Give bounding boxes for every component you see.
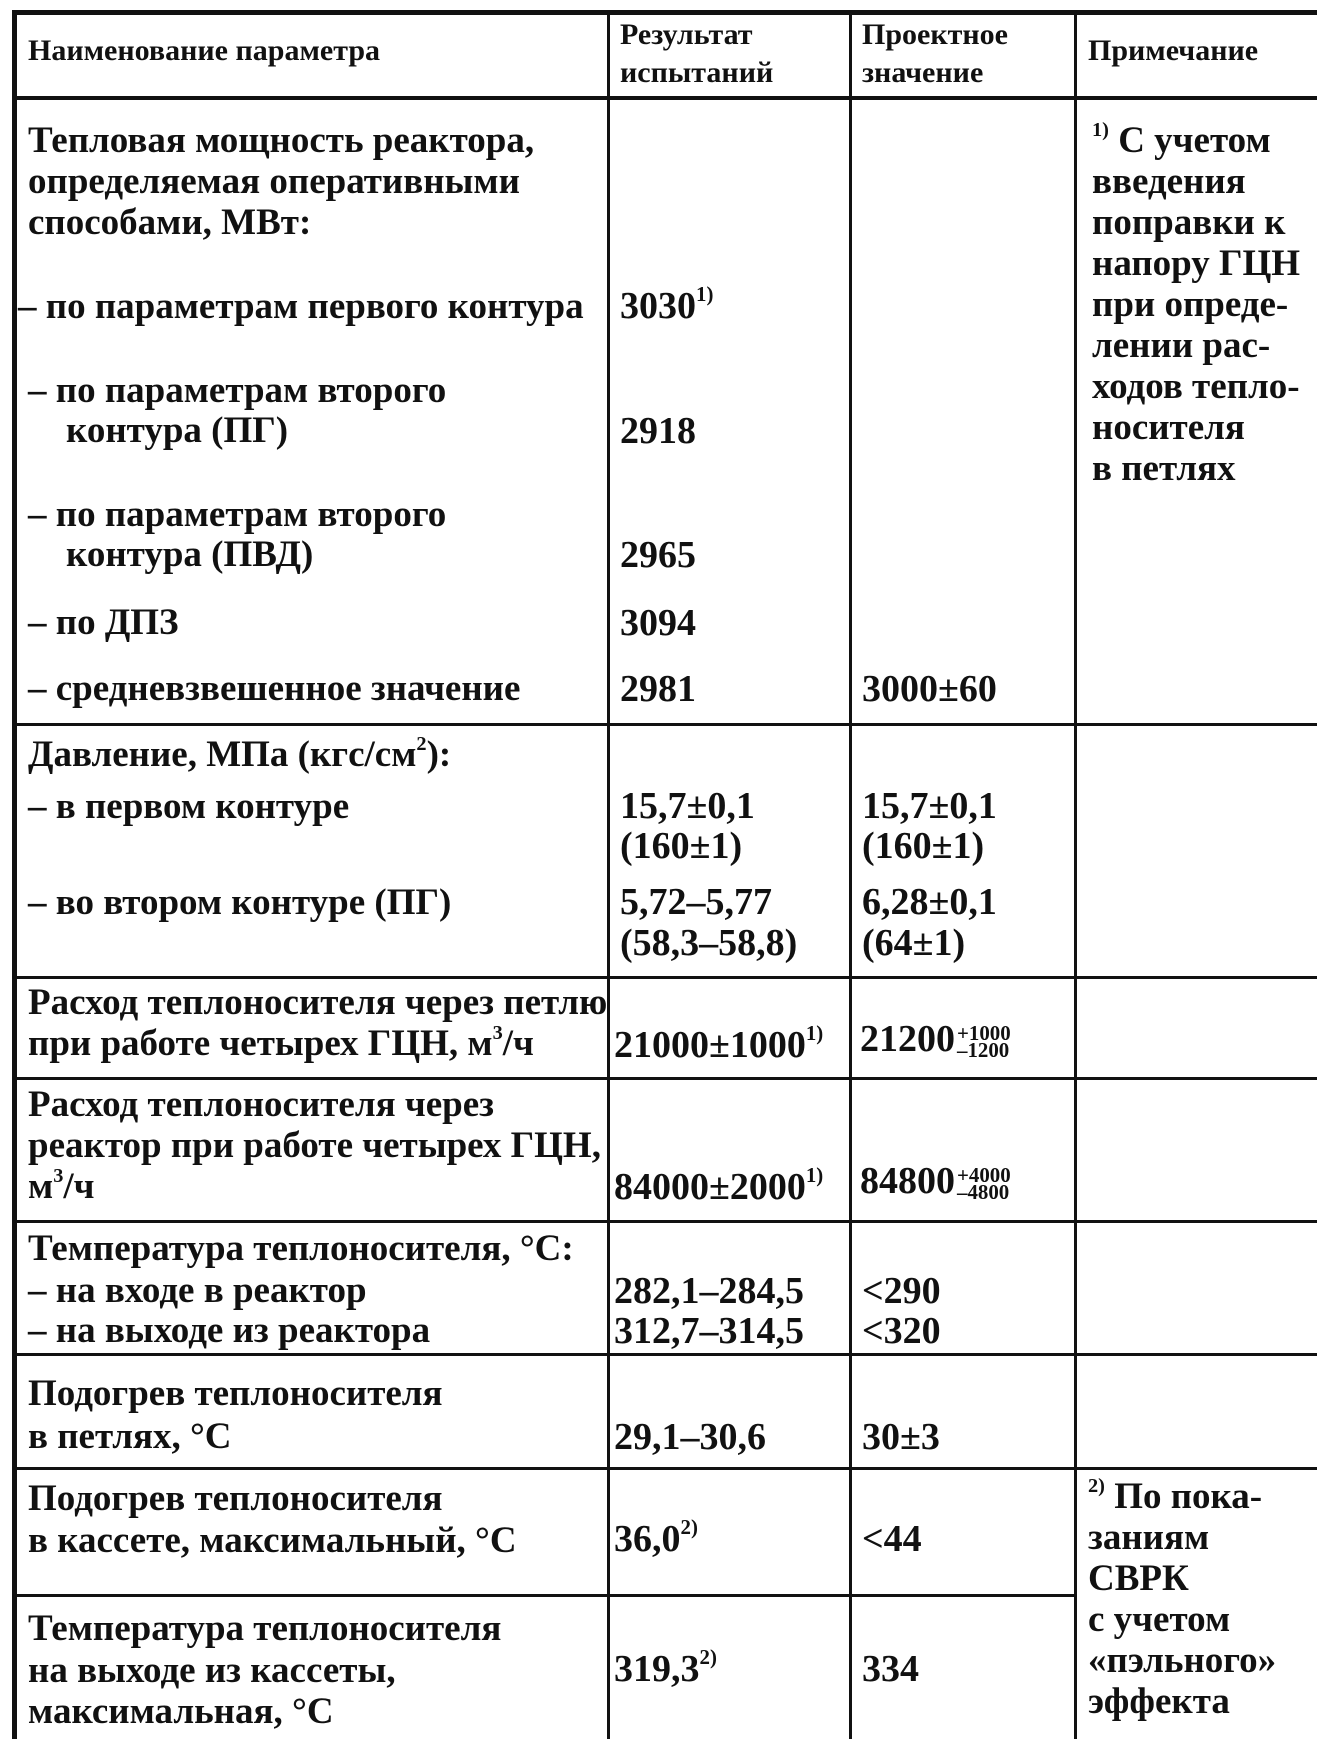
reactor-flow-result: $84000\pm 2000^{1)}$ — [614, 1163, 824, 1208]
temperature-outlet-label: – на выходе из реактора — [28, 1310, 431, 1351]
pressure-secondary-result-line1: 5,72–5,77 — [620, 881, 772, 923]
header-result-line1: Результат — [620, 18, 753, 51]
loop-flow-label-line1: Расход теплоносителя через петлю — [28, 982, 608, 1023]
reactor-flow-tol-minus: –4800 — [957, 1180, 1010, 1205]
note2-line6: эффекта — [1088, 1681, 1230, 1722]
note1-line2: введения — [1092, 161, 1246, 202]
power-title-line3: способами, МВт: — [28, 202, 312, 243]
temperature-outlet-result: 312,7–314,5 — [614, 1310, 804, 1352]
note1-line4: напору ГЦН — [1092, 243, 1301, 284]
border-top — [14, 10, 1317, 15]
loop-flow-label-line2: при работе четырех ГЦН, $м^3/ч$ — [28, 1021, 534, 1064]
row-divider-reactor-flow — [14, 1220, 1317, 1223]
note2-line5: «пэльного» — [1088, 1640, 1277, 1681]
row-divider-pressure — [14, 976, 1317, 979]
row-divider-temperature — [14, 1353, 1317, 1356]
reactor-flow-label-line2: реактор при работе четырех ГЦН, — [28, 1125, 601, 1166]
row-divider-power — [14, 723, 1317, 726]
loop-heat-label-line1: Подогрев теплоносителя — [28, 1373, 443, 1414]
row-divider-header — [14, 96, 1317, 100]
pressure-secondary-design-line2: (64±1) — [862, 922, 966, 964]
note2-line2: заниям — [1088, 1517, 1210, 1558]
reactor-flow-label-line3: $м^3/ч$ — [28, 1164, 95, 1207]
border-left — [12, 10, 17, 1739]
fa-heat-label-line2: в кассете, максимальный, °С — [28, 1520, 517, 1561]
header-param: Наименование параметра — [28, 34, 381, 67]
header-design-line2: значение — [862, 56, 984, 89]
note2-line4: с учетом — [1088, 1599, 1231, 1640]
note1-mark: 1) — [1092, 118, 1109, 141]
temperature-inlet-result: 282,1–284,5 — [614, 1270, 804, 1312]
pressure-secondary-design-line1: 6,28±0,1 — [862, 881, 997, 923]
col-divider-3 — [1074, 10, 1077, 1739]
loop-heat-design: 30±3 — [862, 1416, 940, 1458]
pressure-primary-result-line1: 15,7±0,1 — [620, 785, 755, 827]
power-hph-label-line2: контура (ПВД) — [66, 534, 314, 575]
note2-line1: $^{2)}$ По пока- — [1088, 1474, 1263, 1517]
row-divider-loop-heat — [14, 1467, 1317, 1470]
fa-temp-label-line1: Температура теплоносителя — [28, 1608, 502, 1649]
loop-heat-result: 29,1–30,6 — [614, 1416, 766, 1458]
header-design-line1: Проектное — [862, 18, 1008, 51]
pressure-secondary-result-line2: (58,3–58,8) — [620, 922, 798, 964]
loop-flow-design: 21200 +1000 –1200 — [860, 1018, 1011, 1063]
note1-line9: в петлях — [1092, 448, 1236, 489]
reactor-flow-design: 84800 +4000 –4800 — [860, 1160, 1011, 1205]
pressure-primary-result-line2: (160±1) — [620, 825, 743, 867]
pressure-secondary-label: – во втором контуре (ПГ) — [28, 882, 452, 923]
col-divider-2 — [849, 10, 852, 1739]
pressure-title: Давление, МПа $(кгс/см^2)$: — [28, 732, 452, 775]
row-divider-loop-flow — [14, 1077, 1317, 1080]
reactor-flow-label-line1: Расход теплоносителя через — [28, 1084, 495, 1125]
temperature-title: Температура теплоносителя, °С: — [28, 1228, 574, 1269]
note1-line6: лении рас- — [1092, 325, 1271, 366]
pressure-primary-design-line2: (160±1) — [862, 825, 985, 867]
power-avg-design: 3000±60 — [862, 668, 997, 710]
loop-flow-tol-minus: –1200 — [957, 1038, 1010, 1063]
power-avg-label: – средневзвешенное значение — [28, 668, 521, 709]
pressure-primary-label: – в первом контуре — [28, 786, 350, 827]
note1-line3: поправки к — [1092, 202, 1286, 243]
temperature-inlet-design: <290 — [862, 1270, 941, 1312]
power-title-line2: определяемая оперативными — [28, 161, 520, 202]
note1-line1: $^{1)}$ С учетом — [1092, 118, 1271, 161]
fa-heat-label-line1: Подогрев теплоносителя — [28, 1478, 443, 1519]
power-dpz-label: – по ДПЗ — [28, 602, 179, 643]
note1-line7: ходов тепло- — [1092, 366, 1300, 407]
fa-heat-design: <44 — [862, 1518, 922, 1560]
fa-temp-design: 334 — [862, 1648, 919, 1690]
temperature-inlet-label: – на входе в реактор — [28, 1270, 367, 1311]
power-hph-label-line1: – по параметрам второго — [28, 494, 447, 535]
power-title-line1: Тепловая мощность реактора, — [28, 120, 535, 161]
col-divider-1 — [607, 10, 610, 1739]
header-note: Примечание — [1088, 34, 1259, 67]
fa-temp-result: 319,3$^{2)}$ — [614, 1645, 717, 1690]
temperature-outlet-design: <320 — [862, 1310, 941, 1352]
power-avg-result: 2981 — [620, 668, 696, 710]
fa-temp-label-line2: на выходе из кассеты, — [28, 1650, 396, 1691]
loop-flow-tol-plus: +1000 — [957, 1020, 1011, 1045]
power-sg-label-line2: контура (ПГ) — [66, 410, 289, 451]
loop-flow-result: $21000\pm 1000^{1)}$ — [614, 1021, 824, 1066]
fa-temp-label-line3: максимальная, °С — [28, 1691, 334, 1732]
power-dpz-result: 3094 — [620, 602, 696, 644]
header-result-line2: испытаний — [620, 56, 774, 89]
power-hph-result: 2965 — [620, 534, 696, 576]
row-divider-fa-heat — [14, 1594, 1077, 1597]
fa-heat-result: 36,0$^{2)}$ — [614, 1515, 698, 1560]
note2-mark: 2) — [1088, 1474, 1105, 1497]
power-primary-label: – по параметрам первого контура — [18, 286, 584, 327]
note1-line5: при опреде- — [1092, 284, 1289, 325]
note2-line3: СВРК — [1088, 1558, 1189, 1599]
reactor-flow-tol-plus: +4000 — [957, 1162, 1011, 1187]
power-sg-result: 2918 — [620, 410, 696, 452]
power-sg-label-line1: – по параметрам второго — [28, 370, 447, 411]
pressure-primary-design-line1: 15,7±0,1 — [862, 785, 997, 827]
loop-heat-label-line2: в петлях, °С — [28, 1416, 232, 1457]
note1-line8: носителя — [1092, 407, 1245, 448]
power-primary-result: 3030$^{1)}$ — [620, 282, 714, 327]
